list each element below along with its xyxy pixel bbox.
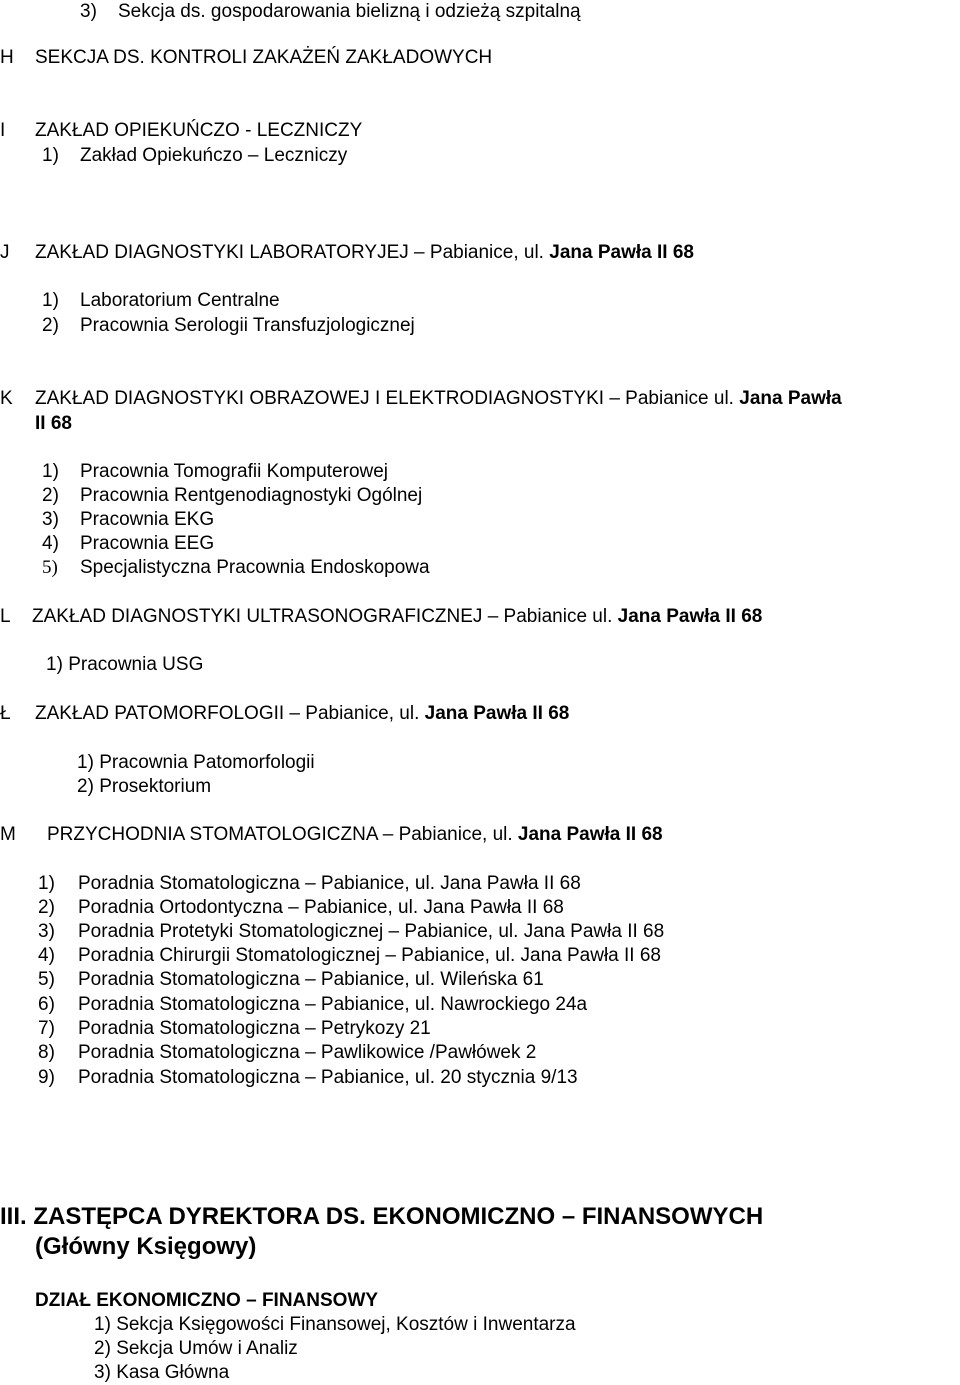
item-text: Poradnia Chirurgii Stomatologicznej – Pabianice, ul. Jana Pawła II 68 [78,945,661,966]
section-i-heading [0,120,362,142]
section-letter: Ł [0,703,11,724]
item-number: 1) [77,752,94,773]
item-text: Poradnia Stomatologiczna – Petrykozy 21 [78,1018,431,1039]
item-text: Laboratorium Centralne [80,290,280,311]
item-text: Pracownia USG [68,654,204,675]
item-number: 1) [38,873,55,894]
list-item [38,1042,536,1064]
list-item [38,969,544,991]
chapter-subtitle: (Główny Księgowy) [35,1233,257,1260]
section-letter: I [0,120,6,141]
item-number: 4) [38,945,55,966]
item-text: Poradnia Stomatologiczna – Pabianice, ul. Wileńska 61 [78,969,544,990]
item-text: Poradnia Ortodontyczna – Pabianice, ul. Jana Pawła II 68 [78,897,564,918]
list-item [42,557,430,579]
section-m-heading [0,824,663,846]
item-number: 1) [42,290,59,311]
item-number: 6) [38,994,55,1015]
item-text: Poradnia Protetyki Stomatologicznej – Pabianice, ul. Jana Pawła II 68 [78,921,665,942]
section-title: ZAKŁAD DIAGNOSTYKI ULTRASONOGRAFICZNEJ – Pabianice ul. [32,606,613,627]
item-text: Specjalistyczna Pracownia Endoskopowa [80,557,430,578]
section-title: ZAKŁAD DIAGNOSTYKI LABORATORYJEJ – Pabianice, ul. [35,242,544,263]
item-number: 5) [38,969,55,990]
item-number: 1) [46,654,63,675]
list-item [38,921,664,943]
item-number: 1) [42,145,59,166]
section-title: SEKCJA DS. KONTROLI ZAKAŻEŃ ZAKŁADOWYCH [35,47,493,68]
item-number: 1) [94,1314,111,1335]
item-text: Pracownia Tomografii Komputerowej [80,461,389,482]
section-l-heading [0,606,762,628]
section-letter: M [0,824,16,845]
list-item [42,533,214,555]
item-text: Pracownia Patomorfologii [99,752,315,773]
list-item [42,145,347,167]
item-text: Poradnia Stomatologiczna – Pabianice, ul. Nawrockiego 24a [78,994,588,1015]
list-item [38,945,661,967]
item-number: 2) [42,315,59,336]
list-item [38,897,564,919]
section-address: Jana Pawła II 68 [517,824,663,845]
item-number: 2) [77,776,94,797]
item-number: 2) [38,897,55,918]
list-item [38,1067,578,1089]
item-number: 4) [42,533,59,554]
list-item [46,654,203,676]
section-letter: H [0,47,14,68]
section-title: ZAKŁAD OPIEKUŃCZO - LECZNICZY [35,120,363,141]
item-number: 7) [38,1018,55,1039]
list-item [80,1,581,23]
item-text: Prosektorium [99,776,212,797]
section-letter: J [0,242,10,263]
item-text: Poradnia Stomatologiczna – Pawlikowice /Pawłówek 2 [78,1042,537,1063]
section-address: Jana Pawła [739,388,842,409]
section-letter: L [0,606,11,627]
list-item [42,485,422,507]
item-text: Kasa Główna [116,1362,230,1383]
section-h-heading [0,47,492,69]
item-text: Sekcja Umów i Analiz [116,1338,298,1359]
section-k-heading [0,388,842,410]
item-number: 3) [38,921,55,942]
list-item [77,776,211,798]
item-number: 1) [42,461,59,482]
section-letter: K [0,388,13,409]
section-address-continued: II 68 [35,413,72,434]
list-item [38,873,581,895]
list-item [42,461,388,483]
chapter-number: III. [0,1203,27,1230]
section-l-stroke-heading [0,703,569,725]
list-item [38,994,587,1016]
chapter-title: ZASTĘPCA DYREKTORA DS. EKONOMICZNO – FINANSOWYCH [33,1203,764,1230]
section-address: Jana Pawła II 68 [424,703,570,724]
list-item [42,509,214,531]
item-text: Poradnia Stomatologiczna – Pabianice, ul. Jana Pawła II 68 [78,873,581,894]
item-number: 8) [38,1042,55,1063]
item-number: 3) [80,1,97,22]
item-number: 2) [94,1338,111,1359]
item-text: Zakład Opiekuńczo – Leczniczy [80,145,348,166]
item-number: 5) [42,557,58,578]
list-item [38,1018,431,1040]
item-text: Pracownia EKG [80,509,215,530]
section-title: ZAKŁAD DIAGNOSTYKI OBRAZOWEJ I ELEKTRODIAGNOSTYKI – Pabianice ul. [35,388,734,409]
section-title: ZAKŁAD PATOMORFOLOGII – Pabianice, ul. [35,703,420,724]
section-address: Jana Pawła II 68 [549,242,694,263]
item-text: Sekcja Księgowości Finansowej, Kosztów i Inwentarza [116,1314,576,1335]
item-text: Poradnia Stomatologiczna – Pabianice, ul. 20 stycznia 9/13 [78,1067,578,1088]
section-title: PRZYCHODNIA STOMATOLOGICZNA – Pabianice, ul. [47,824,513,845]
item-number: 3) [94,1362,111,1383]
item-text: Pracownia EEG [80,533,215,554]
item-text: Pracownia Serologii Transfuzjologicznej [80,315,415,336]
item-number: 3) [42,509,59,530]
item-number: 9) [38,1067,55,1088]
section-address: Jana Pawła II 68 [617,606,763,627]
item-text: Pracownia Rentgenodiagnostyki Ogólnej [80,485,423,506]
item-number: 2) [42,485,59,506]
chapter-heading [0,1203,763,1231]
department-heading: DZIAŁ EKONOMICZNO – FINANSOWY [35,1290,379,1311]
item-text: Sekcja ds. gospodarowania bielizną i odzieżą szpitalną [118,1,581,22]
list-item [42,290,280,312]
section-j-heading [0,242,694,264]
list-item [94,1338,298,1360]
list-item [94,1314,576,1336]
list-item [77,752,315,774]
list-item [42,315,415,337]
list-item [94,1362,229,1384]
